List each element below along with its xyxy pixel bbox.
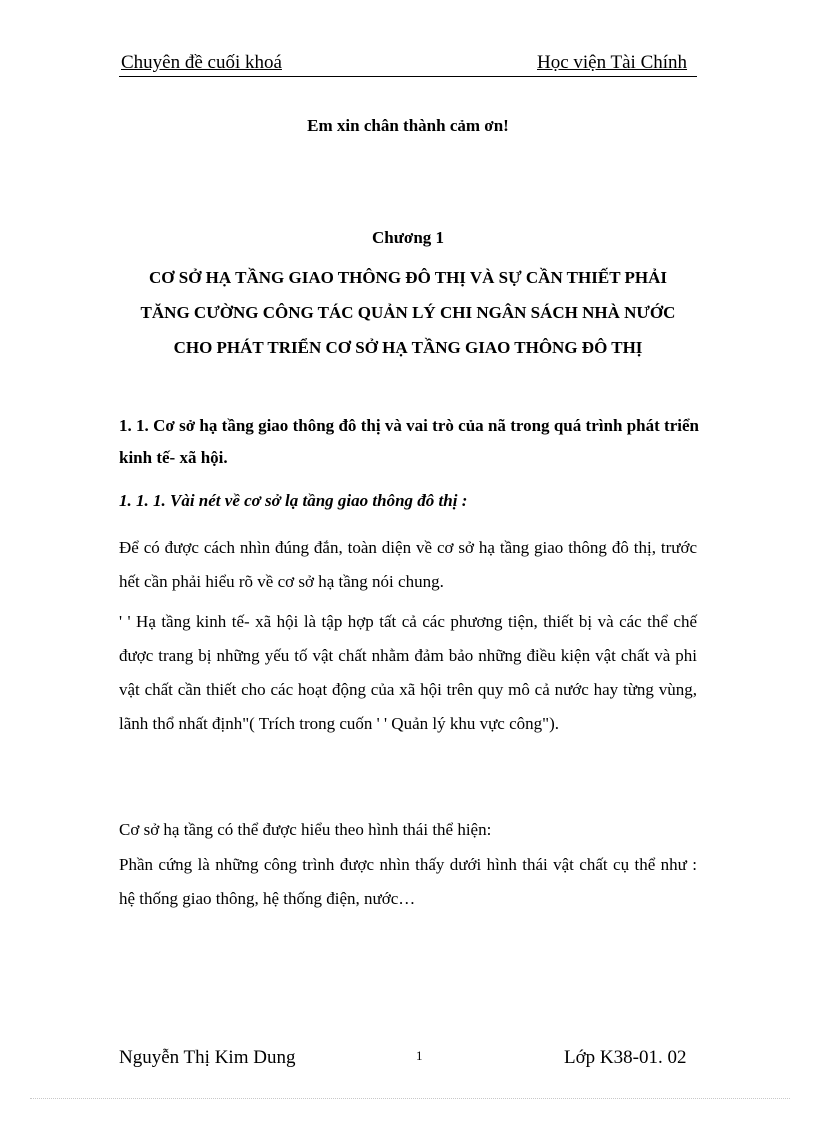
footer-author: Nguyễn Thị Kim Dung: [119, 1047, 296, 1068]
section-heading-1-1-1: 1. 1. 1. Vài nét về cơ sở lạ tầng giao thông đô thị :: [119, 491, 468, 510]
paragraph-3: Cơ sở hạ tầng có thể được hiểu theo hình thái thể hiện:: [119, 820, 492, 839]
chapter-title-line-1: CƠ SỞ HẠ TẦNG GIAO THÔNG ĐÔ THỊ VÀ SỰ CẦN THIẾT PHẢI: [149, 268, 667, 287]
header-rule: [119, 76, 697, 77]
paragraph-1: Để có được cách nhìn đúng đắn, toàn diện về cơ sở hạ tầng giao thông đô thị, trước hết cần phải hiểu rõ về cơ sở hạ tầng nói chung.: [119, 538, 697, 591]
paragraph-2: ' ' Hạ tầng kinh tế- xã hội là tập hợp tất cả các phương tiện, thiết bị và các thể chế được trang bị những yếu tố vật chất nhằm đảm bảo những điều kiện vật chất và phi vật chất cần thiết cho các hoạt động của xã hội trên quy mô cả nước hay từng vùng, lãnh thổ nhất định"( Trích trong cuốn ' ' Quản lý khu vực công").: [119, 612, 697, 733]
chapter-label: Chương 1: [371, 228, 445, 247]
header-right-institution: Học viện Tài Chính: [537, 52, 688, 73]
paragraph-4: Phần cứng là những công trình được nhìn thấy dưới hình thái vật chất cụ thể như : hệ thống giao thông, hệ thống điện, nước…: [119, 855, 697, 908]
footer-class: Lớp K38-01. 02: [564, 1047, 687, 1068]
chapter-title-line-3: CHO PHÁT TRIỂN CƠ SỞ HẠ TẦNG GIAO THÔNG ĐÔ THỊ: [173, 338, 643, 357]
chapter-title-line-2: TĂNG CƯỜNG CÔNG TÁC QUẢN LÝ CHI NGÂN SÁCH NHÀ NƯỚC: [140, 303, 676, 322]
page-bottom-divider: [30, 1098, 790, 1099]
section-heading-1-1: 1. 1. Cơ sở hạ tầng giao thông đô thị và vai trò của nã trong quá trình phát triển kinh tế- xã hội.: [119, 416, 699, 467]
thanks-line: Em xin chân thành cảm ơn!: [307, 116, 509, 135]
header-left-title: Chuyên đề cuối khoá: [121, 52, 282, 73]
page-number: 1: [416, 1048, 423, 1063]
